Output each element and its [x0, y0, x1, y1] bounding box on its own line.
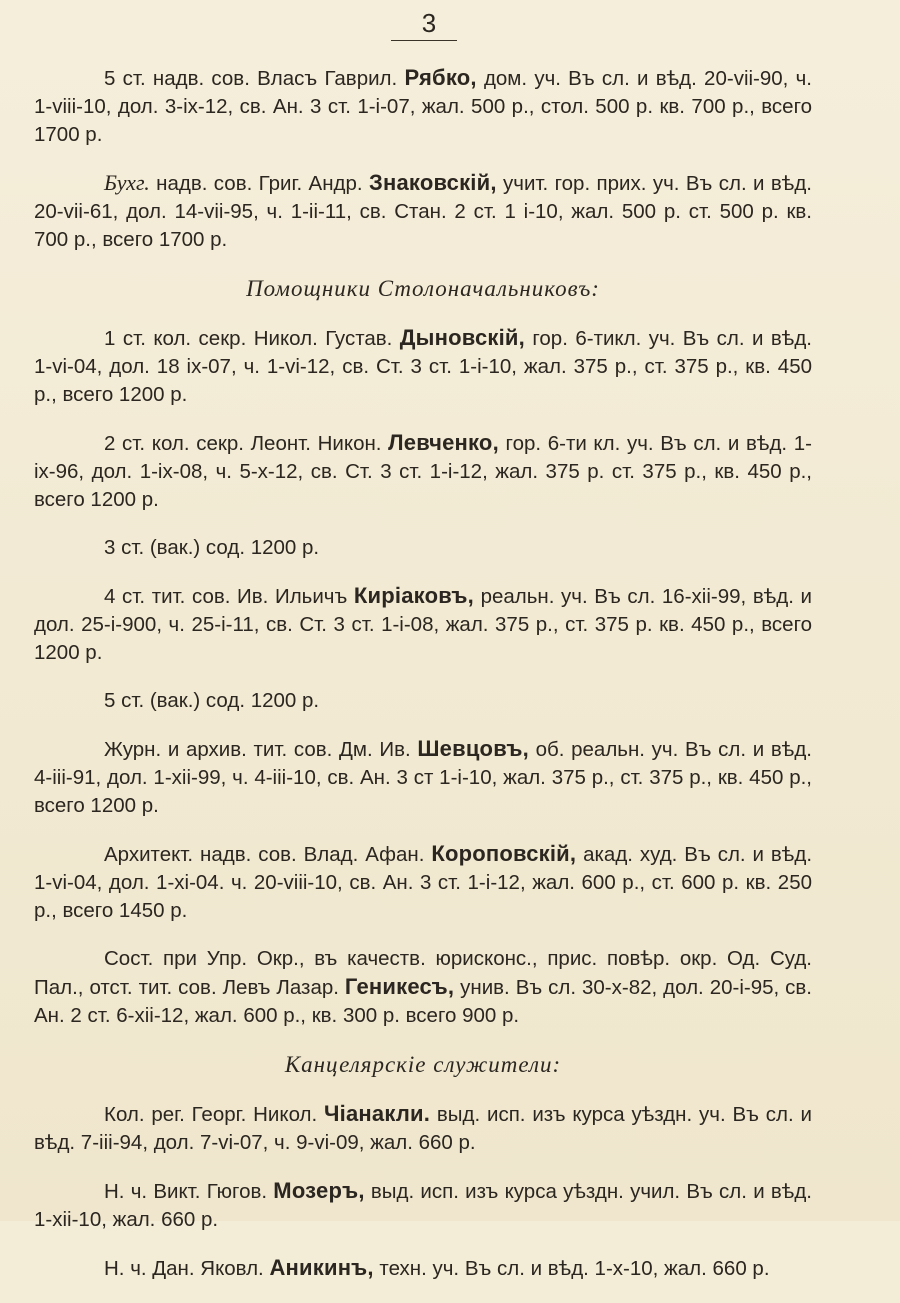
entry-koropovsky [34, 840, 812, 925]
entry-lead: 2 ст. кол. секр. Леонт. Никон. [104, 432, 389, 455]
entry-lead: Архитект. надв. сов. Влад. Афан. [104, 843, 432, 866]
entry-lead: надв. сов. Григ. Андр. [149, 172, 369, 195]
entry-rest: учит. гор. прих. уч. Въ сл. и вѣд. 20-vii-61, дол. 14-vii-95, ч. 1-ii-11, св. Стан. 2 ст. 1 i-10, жал. 500 р. ст. 500 р. кв. 700 р., всего 1700 р. [34, 172, 812, 251]
entry-rest: выд. исп. изъ курса уѣздн. учил. Въ сл. и вѣд. 1-xii-10, жал. 660 р. [34, 1180, 812, 1231]
entry-rest: унив. Въ сл. 30-x-82, дол. 20-i-95, св. Ан. 2 ст. 6-xii-12, жал. 600 р., кв. 300 р. всего 900 р. [34, 976, 812, 1027]
entry-lead: Кол. рег. Георг. Никол. [104, 1103, 325, 1126]
entry-levchenko [34, 429, 812, 514]
entry-shevtsov [34, 735, 812, 820]
entry-name: Короповскій, [431, 841, 577, 866]
entry-chianakli [34, 1100, 812, 1157]
entry-vacancy-5 [34, 687, 812, 715]
section-heading-clerks: Канцелярскіе служители: [284, 1052, 562, 1077]
entry-rest: гор. 6-ти кл. уч. Въ сл. и вѣд. 1-ix-96, дол. 1-ix-08, ч. 5-x-12, св. Ст. 3 ст. 1-i-12, жал. 375 р. ст. 375 р., кв. 450 р., всего 1200 р. [34, 432, 812, 511]
entry-ryabko [34, 64, 812, 149]
entry-mozer [34, 1177, 812, 1234]
entry-lead: 4 ст. тит. сов. Ив. Ильичъ [104, 585, 354, 608]
page-number-rule [391, 40, 457, 41]
entry-lead: Н. ч. Викт. Гюгов. [104, 1180, 274, 1203]
entry-rest: акад. худ. Въ сл. и вѣд. 1-vi-04, дол. 1-xi-04. ч. 20-viii-10, св. Ан. 3 ст. 1-i-12, жал. 600 р., ст. 600 р. кв. 250 р., всего 1450 р. [34, 843, 813, 922]
page-number: 3 [421, 8, 437, 38]
section-heading-assistants: Помощники Столоначальниковъ: [246, 276, 600, 301]
entry-name: Аникинъ, [269, 1255, 374, 1280]
entry-lead: 5 ст. (вак.) сод. 1200 р. [104, 689, 320, 712]
entry-anikin [34, 1254, 812, 1283]
entry-lead-italic: Бухг. [104, 170, 150, 195]
entry-genikes [34, 945, 812, 1030]
entry-name: Знаковскій, [369, 170, 497, 195]
entry-rest: реальн. уч. Въ сл. 16-xii-99, вѣд. и дол. 25-i-900, ч. 25-i-11, св. Ст. 3 ст. 1-i-08, жал. 375 р., ст. 375 р. кв. 450 р., всего 1200 р. [34, 585, 813, 664]
entry-rest: гор. 6-тикл. уч. Въ сл. и вѣд. 1-vi-04, дол. 18 ix-07, ч. 1-vi-12, св. Ст. 3 ст. 1-i-10, жал. 375 р., ст. 375 р., кв. 450 р., всего 1200 р. [34, 327, 812, 406]
entry-name: Геникесъ, [344, 974, 455, 999]
entry-lead: 5 ст. надв. сов. Власъ Гаврил. [104, 67, 405, 90]
entry-lead: Журн. и архив. тит. сов. Дм. Ив. [104, 738, 418, 761]
entry-name: Мозеръ, [273, 1178, 365, 1203]
entry-lead: Сост. при Упр. Окр., въ качеств. юрисконс., прис. повѣр. окр. Од. Суд. Пал., отст. тит. сов. Левъ Лазар. [34, 947, 812, 999]
entry-znakovsky [34, 169, 812, 254]
document-body [34, 64, 812, 1303]
entry-rest: об. реальн. уч. Въ сл. и вѣд. 4-iii-91, дол. 1-xii-99, ч. 4-iii-10, св. Ан. 3 ст 1-i-10, жал. 375 р., ст. 375 р., кв. 450 р., всего 1200 р. [34, 738, 812, 817]
entry-dynovsky [34, 324, 812, 409]
entry-rest: дом. уч. Въ сл. и вѣд. 20-vii-90, ч. 1-viii-10, дол. 3-ix-12, св. Ан. 3 ст. 1-i-07, жал. 500 р., стол. 500 р. кв. 700 р., всего 1700 р. [34, 67, 812, 146]
entry-name: Киріаковъ, [353, 583, 474, 608]
entry-lead: 1 ст. кол. секр. Никол. Густав. [104, 327, 400, 350]
entry-lead: 3 ст. (вак.) сод. 1200 р. [104, 536, 320, 559]
entry-name: Шевцовъ, [417, 736, 529, 761]
entry-lead: Н. ч. Дан. Яковл. [104, 1257, 270, 1280]
entry-name: Левченко, [388, 430, 499, 455]
entry-name: Чіанакли. [324, 1101, 431, 1126]
entry-vacancy-3 [34, 534, 812, 562]
entry-name: Дыновскій, [399, 325, 525, 350]
entry-rest: выд. исп. изъ курса уѣздн. уч. Въ сл. и вѣд. 7-iii-94, дол. 7-vi-07, ч. 9-vi-09, жал. 660 р. [34, 1103, 812, 1154]
entry-kiriakov [34, 582, 812, 667]
entry-rest: техн. уч. Въ сл. и вѣд. 1-x-10, жал. 660 р. [373, 1257, 770, 1280]
entry-name: Рябко, [404, 65, 477, 90]
